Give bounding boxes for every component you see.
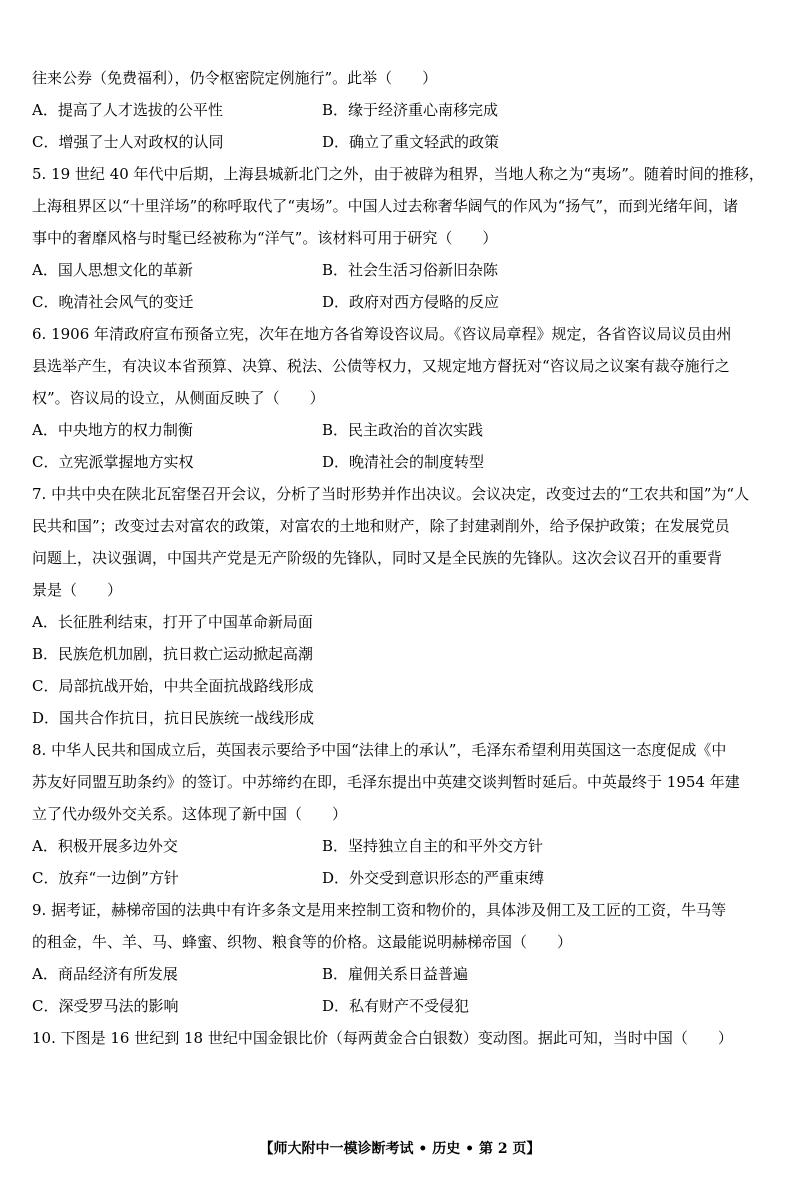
q7-stem-line-1: 7. 中共中央在陕北瓦窑堡召开会议，分析了当时形势并作出决议。会议决定，改变过去的“工农共和国”为“人: [32, 485, 750, 503]
page-footer: 【师大附中一模诊断考试 • 历史 • 第 2 页】: [259, 1141, 541, 1157]
q4-option-a[interactable]: A．提高了人才选拔的公平性: [32, 101, 223, 119]
q6-option-b[interactable]: B．民主政治的首次实践: [322, 421, 484, 439]
q8-option-c[interactable]: C．放弃“一边倒”方针: [32, 869, 179, 887]
q9-options-row-1: [32, 958, 772, 990]
q8-stem-line-1: 8. 中华人民共和国成立后，英国表示要给予中国“法律上的承认”，毛泽东希望利用英国这一态度促成《中: [32, 741, 727, 759]
q8-option-a[interactable]: A．积极开展多边外交: [32, 837, 178, 855]
q9-option-c[interactable]: C．深受罗马法的影响: [32, 997, 179, 1015]
q4-options-row-1: [32, 94, 772, 126]
q7-option-d[interactable]: D．国共合作抗日，抗日民族统一战线形成: [32, 709, 315, 727]
q5-stem-line-1: 5. 19 世纪 40 年代中后期，上海县城新北门之外，由于被辟为租界，当地人称之为“夷场”。随着时间的推移，: [32, 165, 764, 183]
q7-option-c[interactable]: C．局部抗战开始，中共全面抗战路线形成: [32, 677, 314, 695]
q10-stem: 10. 下图是 16 世纪到 18 世纪中国金银比价（每两黄金合白银数）变动图。据此可知，当时中国（ ）: [32, 1029, 733, 1047]
q8-stem-line-3: 立了代办级外交关系。这体现了新中国（ ）: [32, 805, 348, 823]
q5-options-row-2: [32, 286, 772, 318]
q4-stem-tail: 往来公券（免费福利），仍令枢密院定例施行”。此举（ ）: [32, 69, 438, 87]
q9-option-d[interactable]: D．私有财产不受侵犯: [322, 997, 470, 1015]
q4-option-d[interactable]: D．确立了重文轻武的政策: [322, 133, 500, 151]
exam-content: [32, 62, 772, 1054]
q7-stem-line-4: 景是（ ）: [32, 581, 123, 599]
q6-options-row-2: [32, 446, 772, 478]
q9-stem-line-2: 的租金，牛、羊、马、蜂蜜、织物、粮食等的价格。这最能说明赫梯帝国（ ）: [32, 933, 573, 951]
q8-option-d[interactable]: D．外交受到意识形态的严重束缚: [322, 869, 545, 887]
q5-option-a[interactable]: A．国人思想文化的革新: [32, 261, 193, 279]
q8-stem-line-2: 苏友好同盟互助条约》的签订。中苏缔约在即，毛泽东提出中英建交谈判暂时延后。中英最终于 1954 年建: [32, 773, 740, 791]
q6-stem-line-1: 6. 1906 年清政府宣布预备立宪，次年在地方各省筹设咨议局。《咨议局章程》规定，各省咨议局议员由州: [32, 325, 732, 343]
q5-stem-line-2: 上海租界区以“十里洋场”的称呼取代了“夷场”。中国人过去称奢华阔气的作风为“扬气”，而到光绪年间，诸: [32, 197, 739, 215]
q5-option-c[interactable]: C．晚清社会风气的变迁: [32, 293, 194, 311]
q5-options-row-1: [32, 254, 772, 286]
q7-stem-line-3: 问题上，决议强调，中国共产党是无产阶级的先锋队，同时又是全民族的先锋队。这次会议召开的重要背: [32, 549, 723, 567]
q7-option-a[interactable]: A．长征胜利结束，打开了中国革命新局面: [32, 613, 313, 631]
q9-option-b[interactable]: B．雇佣关系日益普遍: [322, 965, 469, 983]
q8-option-b[interactable]: B．坚持独立自主的和平外交方针: [322, 837, 544, 855]
q4-options-row-2: [32, 126, 772, 158]
q6-options-row-1: [32, 414, 772, 446]
q8-options-row-1: [32, 830, 772, 862]
q9-stem-line-1: 9. 据考证，赫梯帝国的法典中有许多条文是用来控制工资和物价的，具体涉及佣工及工匠的工资，牛马等: [32, 901, 727, 919]
q6-stem-line-2: 县选举产生，有决议本省预算、决算、税法、公债等权力，又规定地方督抚对“咨议局之议案有裁夺施行之: [32, 357, 730, 375]
q6-option-c[interactable]: C．立宪派掌握地方实权: [32, 453, 194, 471]
q7-option-b[interactable]: B．民族危机加剧，抗日救亡运动掀起高潮: [32, 645, 314, 663]
q5-stem-line-3: 事中的奢靡风格与时髦已经被称为“洋气”。该材料可用于研究（ ）: [32, 229, 498, 247]
q8-options-row-2: [32, 862, 772, 894]
q4-option-b[interactable]: B．缘于经济重心南移完成: [322, 101, 499, 119]
q5-option-b[interactable]: B．社会生活习俗新旧杂陈: [322, 261, 499, 279]
q9-option-a[interactable]: A．商品经济有所发展: [32, 965, 178, 983]
q4-option-c[interactable]: C．增强了士人对政权的认同: [32, 133, 224, 151]
q9-options-row-2: [32, 990, 772, 1022]
q5-option-d[interactable]: D．政府对西方侵略的反应: [322, 293, 500, 311]
q6-stem-line-3: 权”。咨议局的设立，从侧面反映了（ ）: [32, 389, 325, 407]
q6-option-d[interactable]: D．晚清社会的制度转型: [322, 453, 485, 471]
q7-stem-line-2: 民共和国”；改变过去对富农的政策，对富农的土地和财产，除了封建剥削外，给予保护政策；在发展党员: [32, 517, 730, 535]
q6-option-a[interactable]: A．中央地方的权力制衡: [32, 421, 193, 439]
